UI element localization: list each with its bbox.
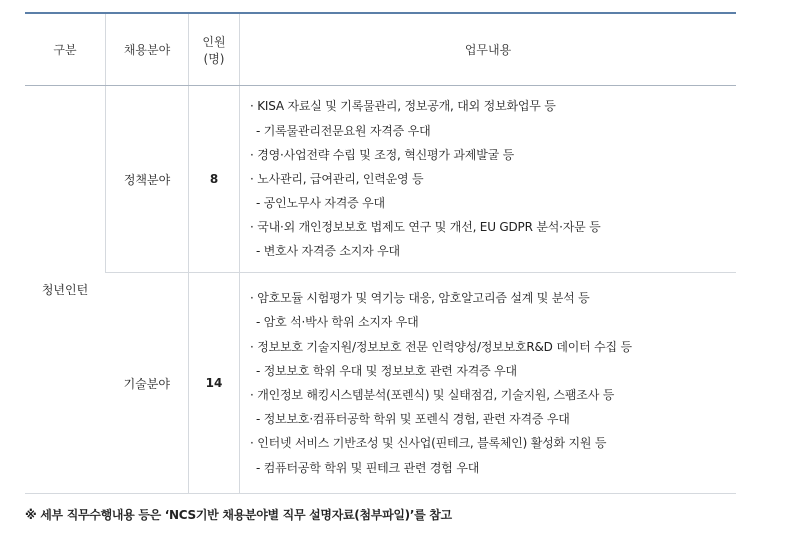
category-cell: 청년인턴 xyxy=(25,86,106,494)
count-cell: 8 xyxy=(189,86,240,273)
duty-item: · 암호모듈 시험평가 및 역기능 대응, 암호알고리즘 설계 및 분석 등 xyxy=(250,291,590,306)
duties-cell xyxy=(240,86,737,273)
field-cell: 정책분야 xyxy=(106,86,189,273)
duty-item: · 노사관리, 급여관리, 인력운영 등 xyxy=(250,171,424,186)
table-header-row xyxy=(25,13,736,86)
header-category: 구분 xyxy=(25,13,106,86)
duty-note: - 공인노무사 자격증 우대 xyxy=(256,196,385,211)
duty-note: - 컴퓨터공학 학위 및 핀테크 관련 경험 우대 xyxy=(256,460,480,475)
table-row xyxy=(25,86,736,273)
footnote: ※ 세부 직무수행내용 등은 ‘NCS기반 채용분야별 직무 설명자료(첨부파일)’를 참고 xyxy=(25,508,452,522)
duty-note: - 정보보호 학위 우대 및 정보보호 관련 자격증 우대 xyxy=(256,363,517,378)
header-duties: 업무내용 xyxy=(240,13,737,86)
duties-list xyxy=(250,286,736,480)
duty-item: · 인터넷 서비스 기반조성 및 신사업(핀테크, 블록체인) 활성화 지원 등 xyxy=(250,436,607,451)
duties-cell xyxy=(240,273,737,494)
count-cell: 14 xyxy=(189,273,240,494)
duty-item: · 국내·외 개인정보보호 법제도 연구 및 개선, EU GDPR 분석·자문 등 xyxy=(250,220,601,235)
duty-item: · 경영·사업전략 수립 및 조정, 혁신평가 과제발굴 등 xyxy=(250,147,514,162)
field-cell: 기술분야 xyxy=(106,273,189,494)
table-row xyxy=(25,273,736,494)
duty-note: - 암호 석·박사 학위 소지자 우대 xyxy=(256,315,419,330)
header-field: 채용분야 xyxy=(106,13,189,86)
duty-item: · 개인정보 해킹시스템분석(포렌식) 및 실태점검, 기술지원, 스팸조사 등 xyxy=(250,388,615,402)
duty-note: - 정보보호·컴퓨터공학 학위 및 포렌식 경험, 관련 자격증 우대 xyxy=(256,412,570,427)
duties-list xyxy=(250,94,736,263)
duty-item: · 정보보호 기술지원/정보보호 전문 인력양성/정보보호R&D 데이터 수집 등 xyxy=(250,339,632,354)
header-people xyxy=(189,13,240,86)
duty-note: - 기록물관리전문요원 자격증 우대 xyxy=(256,123,431,138)
duty-note: - 변호사 자격증 소지자 우대 xyxy=(256,244,400,259)
header-people-line2: (명) xyxy=(203,51,225,66)
job-table xyxy=(25,12,736,494)
duty-item: · KISA 자료실 및 기록물관리, 정보공개, 대외 정보화업무 등 xyxy=(250,99,556,114)
header-people-line1: 인원 xyxy=(202,34,226,49)
